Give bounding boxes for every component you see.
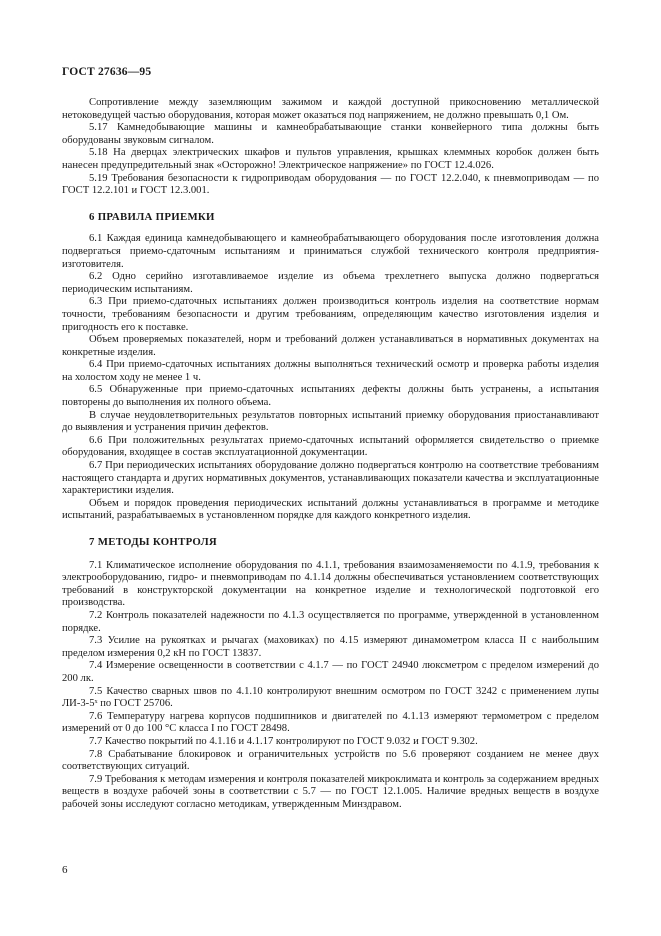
paragraph: 5.17 Камнедобывающие машины и камнеобрабатывающие станки конвейерного типа должны быть оборудованы звуковым сигналом. <box>62 122 599 146</box>
paragraph: 7.3 Усилие на рукоятках и рычагах (маховиках) по 4.15 измеряют динамометром класса II с наибольшим пределом измерения 0,2 кН по ГОСТ 13837. <box>62 635 599 659</box>
document-code-header: ГОСТ 27636—95 <box>62 66 152 78</box>
page-number: 6 <box>62 864 68 876</box>
paragraph: В случае неудовлетворительных результатов повторных испытаний приемку оборудования приостанавливают до выявления и устранения причин дефектов. <box>62 409 599 434</box>
document-body <box>62 97 599 811</box>
paragraph: 7.1 Климатическое исполнение оборудования по 4.1.1, требования взаимозаменяемости по 4.1.9, требования к электрооборудованию, гидро- и пневмоприводам по 4.1.14 должны обеспечиваться установлением соответствующих требований в конструкторской документации на конкретное изделие и технологической подготовкой его производства. <box>62 559 599 609</box>
paragraph: 6.5 Обнаруженные при приемо-сдаточных испытаниях дефекты должны быть устранены, а испытания повторены до выполнения их полного объема. <box>62 384 599 409</box>
paragraph: 7.5 Качество сварных швов по 4.1.10 контролируют внешним осмотром по ГОСТ 3242 с применением лупы ЛИ-3-5ˣ по ГОСТ 25706. <box>62 685 599 710</box>
paragraph: 7.9 Требования к методам измерения и контроля показателей микроклимата и контроль за содержанием вредных веществ в воздухе рабочей зоны в соответствии с 5.7 — по ГОСТ 12.1.005. Наличие вредных веществ в воздухе рабочей зоны исследуют согласно методикам, утвержденным Минздравом. <box>62 773 599 810</box>
paragraph: 6.2 Одно серийно изготавливаемое изделие из объема трехлетнего выпуска должно подвергаться периодическим испытаниям. <box>62 271 599 295</box>
paragraph: 7.4 Измерение освещенности в соответствии с 4.1.7 — по ГОСТ 24940 люксметром с пределом измерений до 200 лк. <box>62 660 599 684</box>
paragraph: Объем проверяемых показателей, норм и требований должен устанавливаться в нормативных документах на конкретные изделия. <box>62 334 599 358</box>
paragraph: Сопротивление между заземляющим зажимом и каждой доступной прикосновению металлической нетоковедущей частью оборудования, которая может оказаться под напряжением, не должно превышать 0,1 Ом. <box>62 97 599 121</box>
paragraph: 6.3 При приемо-сдаточных испытаниях должен производиться контроль изделия на соответствие нормам точности, требованиям безопасности и другим требованиям, определяющим качество изготовления изделия и пригодность его к поставке. <box>62 296 599 333</box>
paragraph: 7.6 Температуру нагрева корпусов подшипников и двигателей по 4.1.13 измеряют термометром с пределом измерений от 0 до 100 °С класса I по ГОСТ 28498. <box>62 710 599 735</box>
section-6-heading: 6 ПРАВИЛА ПРИЕМКИ <box>89 210 215 223</box>
paragraph: 6.7 При периодических испытаниях оборудование должно подвергаться контролю на соответствие требованиям настоящего стандарта и других нормативных документов, устанавливающих показатели качества и эксплуатационные характеристики изделия. <box>62 460 599 497</box>
paragraph: 6.1 Каждая единица камнедобывающего и камнеобрабатывающего оборудования после изготовления должна подвергаться приемо-сдаточным испытаниям и приниматься службой технического контроля предприятия-изготовителя. <box>62 233 599 270</box>
paragraph: 7.8 Срабатывание блокировок и ограничительных устройств по 5.6 проверяют созданием не менее двух соответствующих ситуаций. <box>62 748 599 773</box>
paragraph: 7.7 Качество покрытий по 4.1.16 и 4.1.17 контролируют по ГОСТ 9.032 и ГОСТ 9.302. <box>89 735 478 747</box>
paragraph: 7.2 Контроль показателей надежности по 4.1.3 осуществляется по программе, утвержденной в установленном порядке. <box>62 609 599 634</box>
paragraph: 6.6 При положительных результатах приемо-сдаточных испытаний оформляется свидетельство о приемке оборудования, входящее в состав эксплуатационной документации. <box>62 434 599 459</box>
section-7-heading: 7 МЕТОДЫ КОНТРОЛЯ <box>89 536 218 548</box>
paragraph: 6.4 При приемо-сдаточных испытаниях должны выполняться технический осмотр и проверка работы изделия на холостом ходу не менее 1 ч. <box>62 359 599 383</box>
paragraph: Объем и порядок проведения периодических испытаний должны устанавливаться в программе и методике испытаний, разрабатываемых в установленном порядке для каждого конкретного изделия. <box>62 497 599 522</box>
paragraph: 5.19 Требования безопасности к гидроприводам оборудования — по ГОСТ 12.2.040, к пневмоприводам — по ГОСТ 12.2.101 и ГОСТ 12.3.001. <box>62 172 599 197</box>
paragraph: 5.18 На дверцах электрических шкафов и пультов управления, крышках клеммных коробок должен быть нанесен предупредительный знак «Осторожно! Электрическое напряжение» по ГОСТ 12.4.026. <box>62 147 599 171</box>
